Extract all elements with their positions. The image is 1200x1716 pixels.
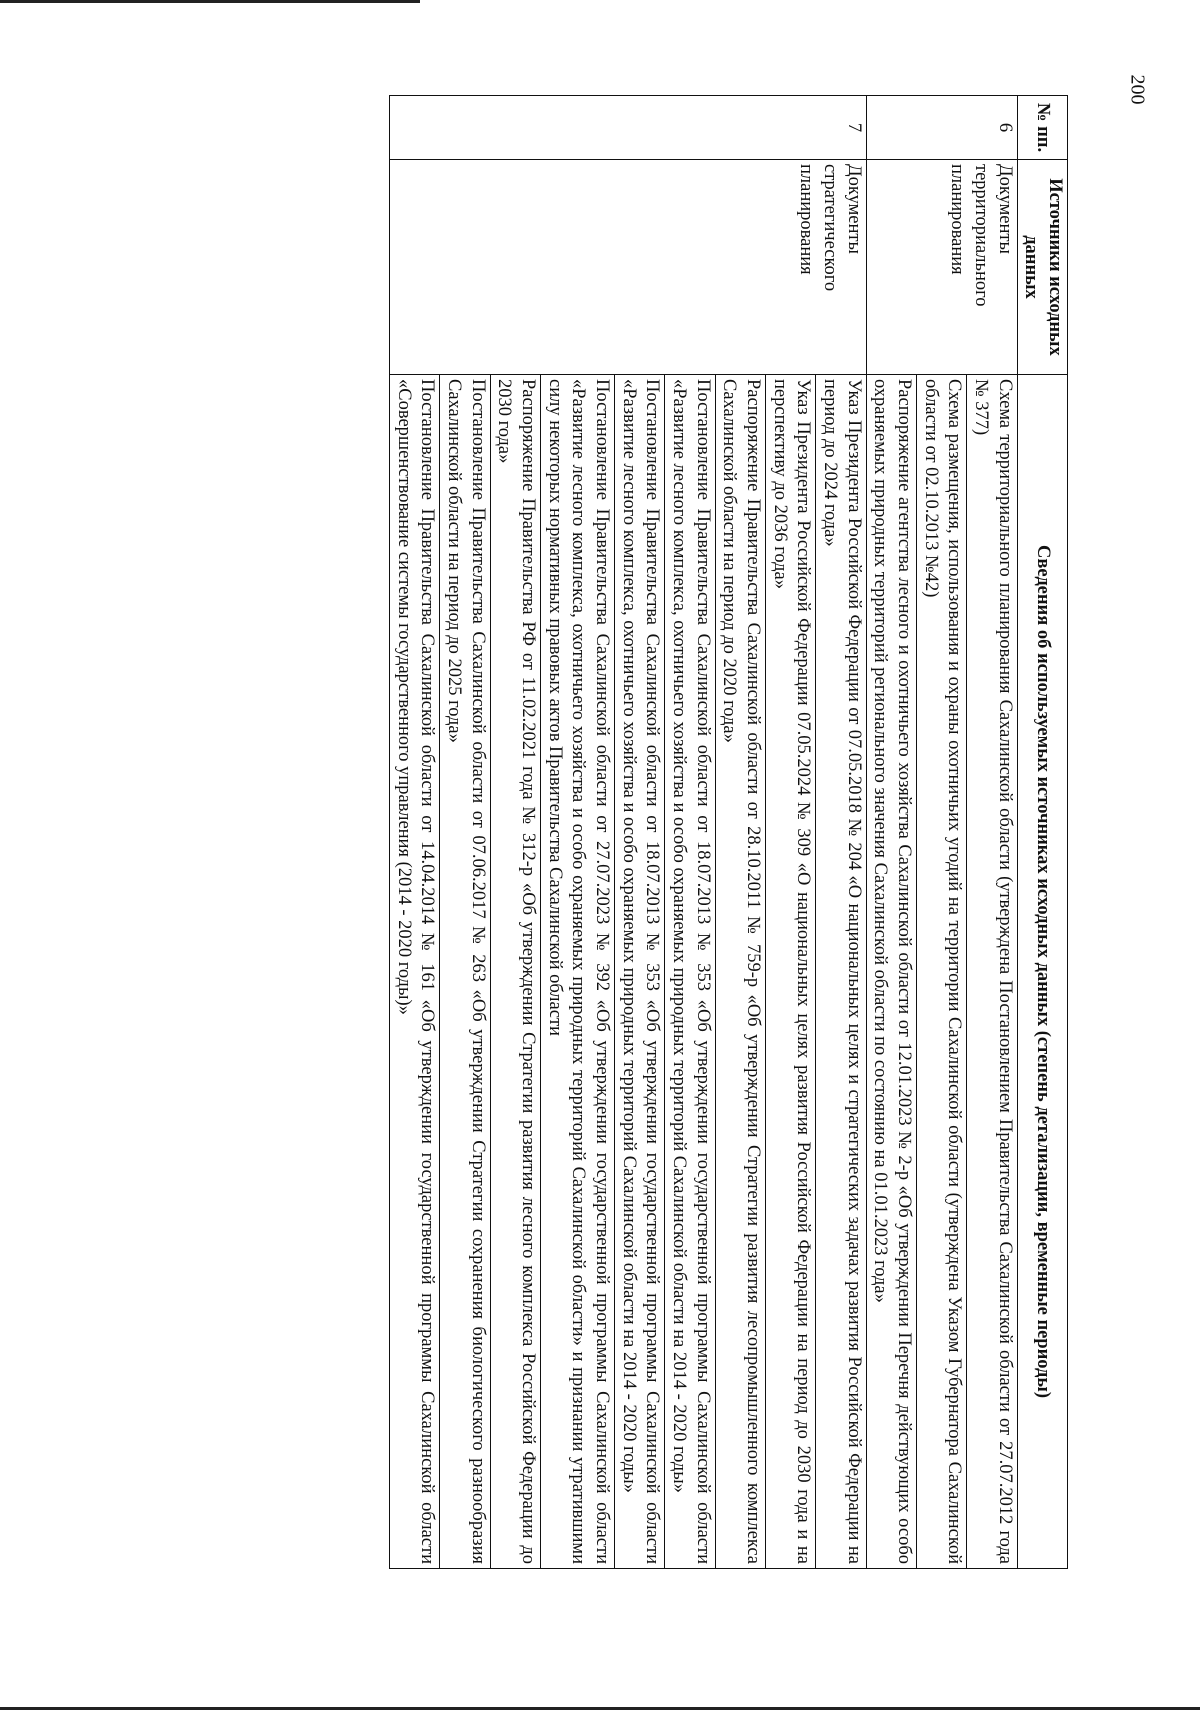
row-info: Постановление Правительства Сахалинской области от 14.04.2014 № 161 «Об утверждении государственной программы Сахалинской области «Совершенствование системы государственного управления (2014 - 2020 годы)» xyxy=(389,375,439,1569)
row-info: Распоряжение агентства лесного и охотничьего хозяйства Сахалинской области от 12.01.2023 № 2-р «Об утверждении Перечня действующих особо охраняемых природных территорий регионального значения Сахалинской области по состоянию на 01.01.2023 года» xyxy=(866,375,916,1569)
scan-edge-top xyxy=(0,0,420,3)
row-info: Постановление Правительства Сахалинской области от 07.06.2017 № 263 «Об утверждении Стратегии сохранения биологического разнообразия Сахалинской области на период до 2025 года» xyxy=(440,375,490,1569)
row-info: Указ Президента Российской Федерации от 07.05.2018 № 204 «О национальных целях и стратегических задачах развития Российской Федерации на период до 2024 года» xyxy=(816,375,866,1569)
row-info: Распоряжение Правительства Сахалинской области от 28.10.2011 № 759-р «Об утверждении Стратегии развития лесопромышленного комплекса Сахалинской области на период до 2020 года» xyxy=(715,375,765,1569)
page-number: 200 xyxy=(1126,74,1149,105)
row-num: 7 xyxy=(389,96,866,160)
table-row xyxy=(967,96,1017,1569)
header-info: Сведения об используемых источниках исходных данных (степень детализации, временные периоды) xyxy=(1017,375,1067,1569)
row-source: Документы территориального планирования xyxy=(866,160,1017,375)
header-num: № пп. xyxy=(1017,96,1067,160)
table-header-row xyxy=(1017,96,1067,1569)
row-source: Документы стратегического планирования xyxy=(389,160,866,375)
row-num: 6 xyxy=(866,96,1017,160)
row-info: Постановление Правительства Сахалинской области от 18.07.2013 № 353 «Об утверждении государственной программы Сахалинской области «Развитие лесного комплекса, охотничьего хозяйства и особо охраняемых природных территорий Сахалинской области на 2014 - 2020 годы» xyxy=(614,375,664,1569)
row-info: Постановление Правительства Сахалинской области от 18.07.2013 № 353 «Об утверждении государственной программы Сахалинской области «Развитие лесного комплекса, охотничьего хозяйства и особо охраняемых природных территорий Сахалинской области на 2014 - 2020 годы» xyxy=(665,375,715,1569)
row-info: Распоряжение Правительства РФ от 11.02.2021 года № 312-р «Об утверждении Стратегии развития лесного комплекса Российской Федерации до 2030 года» xyxy=(490,375,540,1569)
row-info: Схема территориального планирования Сахалинской области (утверждена Постановлением Правительства Сахалинской области от 27.07.2012 года № 377) xyxy=(967,375,1017,1569)
row-info: Постановление Правительства Сахалинской области от 27.07.2023 № 392 «Об утверждении государственной программы Сахалинской области «Развитие лесного комплекса, охотничьего хозяйства и особо охраняемых природных территорий Сахалинской области» и признании утратившими силу некоторых нормативных правовых актов Правительства Сахалинской области xyxy=(540,375,614,1569)
sources-table xyxy=(389,95,1068,1569)
row-info: Указ Президента Российской Федерации 07.05.2024 № 309 «О национальных целях развития Российской Федерации на период до 2030 года и на перспективу до 2036 года» xyxy=(765,375,815,1569)
table-row xyxy=(816,96,866,1569)
scan-edge-bottom xyxy=(0,1707,1200,1710)
rotated-table-container xyxy=(120,95,1068,1568)
row-info: Схема размещения, использования и охраны охотничьих угодий на территории Сахалинской области (утверждена Указом Губернатора Сахалинской области от 02.10.2013 №42) xyxy=(916,375,966,1569)
header-source: Источники исходных данных xyxy=(1017,160,1067,375)
